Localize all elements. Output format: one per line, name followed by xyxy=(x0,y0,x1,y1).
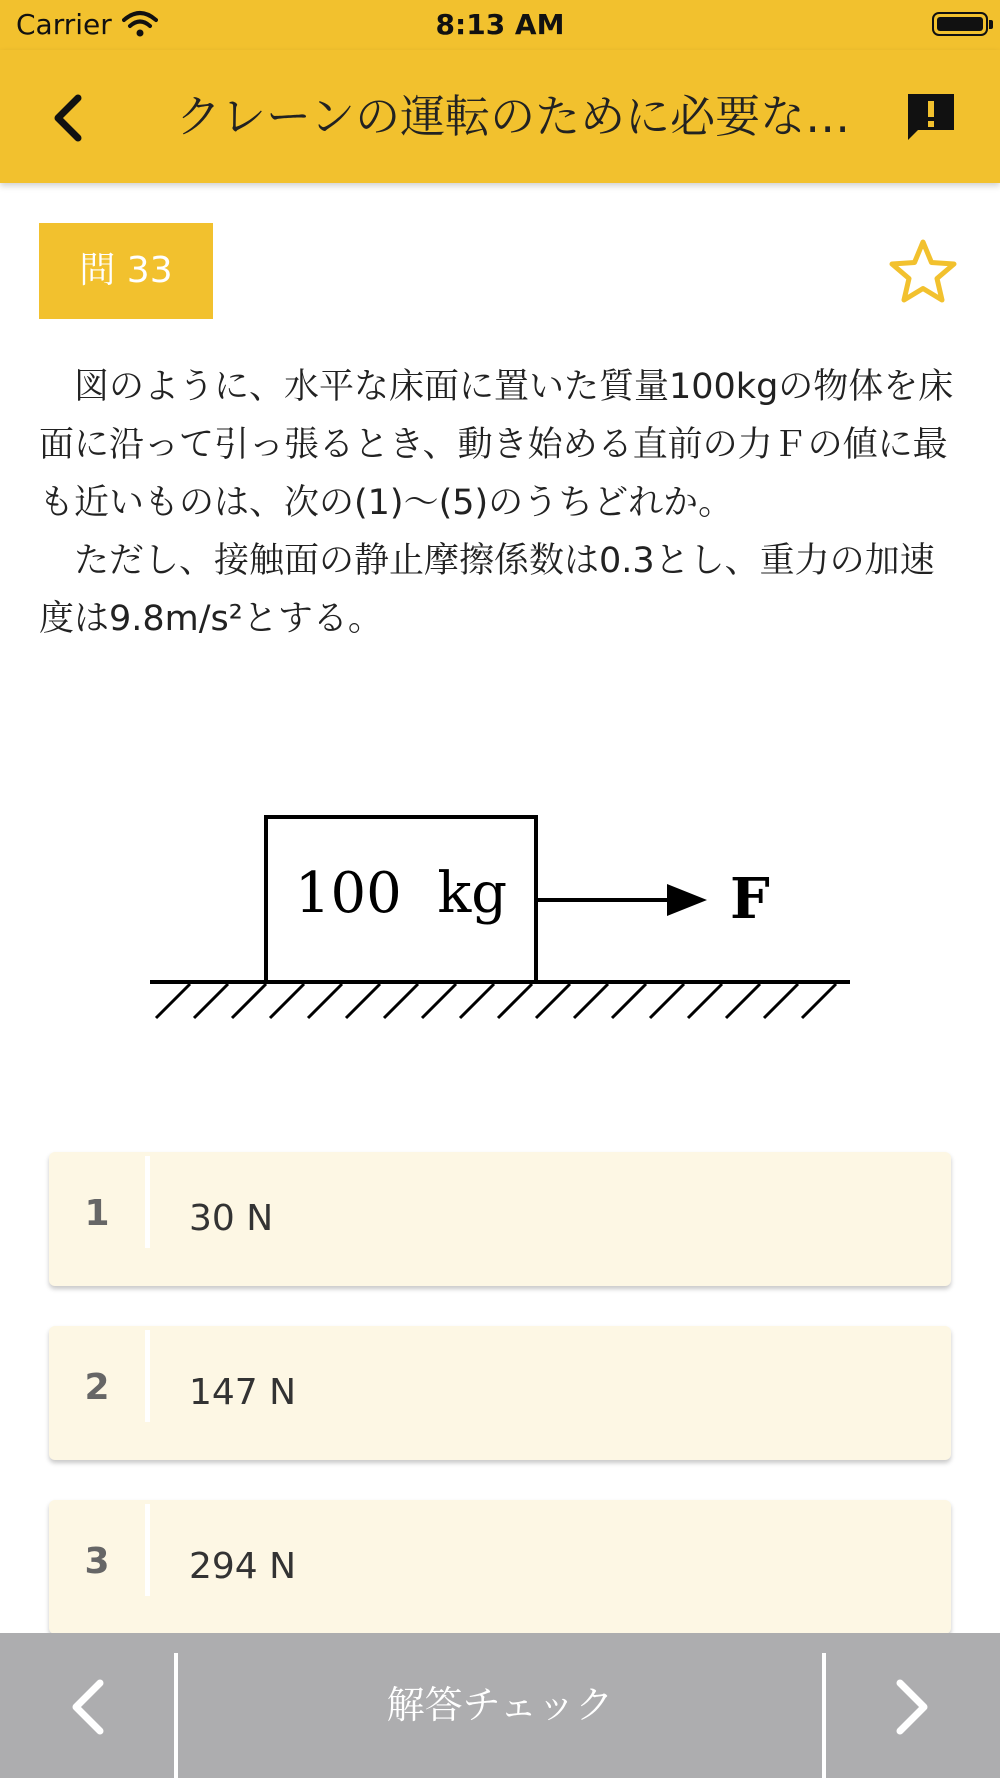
clock: 8:13 AM xyxy=(435,8,565,41)
favorite-star-button[interactable] xyxy=(888,238,958,304)
page-title: クレーンの運転のために必要な… xyxy=(176,90,851,143)
back-button[interactable] xyxy=(42,90,98,146)
chevron-right-icon xyxy=(826,1633,1000,1778)
question-number-badge: 問 33 xyxy=(39,223,213,319)
floor-hatching xyxy=(156,984,836,1018)
navigation-bar xyxy=(0,50,1000,183)
choice-divider xyxy=(145,1330,150,1422)
check-answer-button[interactable]: 解答チェック xyxy=(386,1683,614,1727)
previous-question-button[interactable] xyxy=(0,1633,174,1778)
status-bar xyxy=(0,0,1000,50)
battery-icon xyxy=(932,12,988,36)
carrier-label: Carrier xyxy=(16,8,112,41)
choice-text: 30 N xyxy=(189,1198,274,1239)
report-button[interactable] xyxy=(904,90,958,144)
choice-divider xyxy=(145,1504,150,1596)
choice-2[interactable] xyxy=(49,1326,951,1460)
choice-3[interactable] xyxy=(49,1500,951,1634)
mass-label: 100 kg xyxy=(294,861,508,926)
choice-text: 147 N xyxy=(189,1372,297,1413)
arrow-head xyxy=(667,884,707,916)
choice-text: 294 N xyxy=(189,1546,297,1587)
question-paragraph: 図のように、水平な床面に置いた質量100kgの物体を床面に沿って引っ張るとき、動き始める直前の力Ｆの値に最も近いものは、次の(1)〜(5)のうちどれか。 xyxy=(39,367,954,523)
force-diagram xyxy=(145,800,855,1030)
chevron-left-icon xyxy=(0,1633,174,1778)
choice-number: 2 xyxy=(84,1367,110,1408)
next-question-button[interactable] xyxy=(826,1633,1000,1778)
bottom-toolbar xyxy=(0,1633,1000,1778)
choice-divider xyxy=(145,1156,150,1248)
force-label: F xyxy=(730,866,770,932)
choice-number: 3 xyxy=(84,1541,110,1582)
choice-number: 1 xyxy=(84,1193,110,1234)
choice-1[interactable] xyxy=(49,1152,951,1286)
question-condition: ただし、接触面の静止摩擦係数は0.3とし、重力の加速度は9.8m/s²とする。 xyxy=(39,541,935,639)
question-text xyxy=(39,358,961,648)
